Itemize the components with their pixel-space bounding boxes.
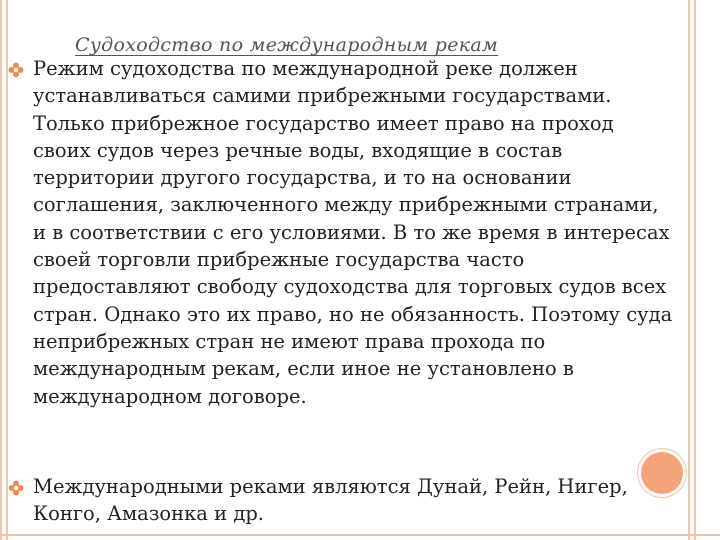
paragraph-rivers: Международными реками являются Дунай, Рейн, Нигер, Конго, Амазонка и др. xyxy=(33,475,628,526)
left-border-line-inner xyxy=(6,0,8,540)
right-border-line-outer xyxy=(694,0,696,540)
right-border-line xyxy=(688,0,690,540)
decorative-circle xyxy=(641,452,683,494)
flower-bullet-icon xyxy=(8,62,24,78)
paragraph-main: Режим судоходства по международной реке должен устанавливаться самими прибрежными государствами. Только прибрежное государство имеет право на проход своих судов через речные воды, входящие в состав территории другого государства, и то на основании соглашения, заключенного между прибрежными странами, и в соответствии с его условиями. В то же время в интересах своей торговли прибрежные государства часто предоставляют свободу судоходства для торговых судов всех стран. Однако это их право, но не обязанность. Поэтому суда неприбрежных стран не имеют права прохода по международным рекам, если иное не установлено в международном договоре. xyxy=(33,57,673,408)
flower-bullet-icon xyxy=(8,480,24,496)
left-border-line xyxy=(0,0,2,540)
slide-title: Судоходство по международным рекам xyxy=(75,34,499,56)
bottom-border-line xyxy=(0,534,720,536)
